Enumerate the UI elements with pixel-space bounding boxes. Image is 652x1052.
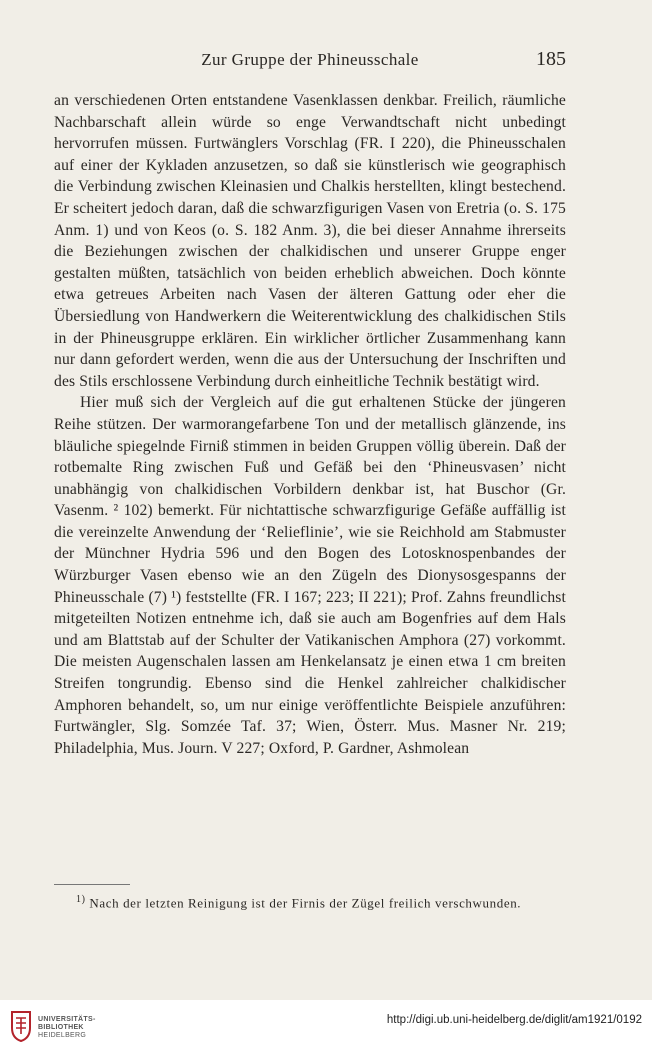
library-logo-icon [8,1010,34,1042]
running-head [54,48,566,72]
footnote-marker: 1) [76,894,86,905]
footnote-text: Nach der letzten Reinigung ist der Firnis der Zügel freilich verschwunden. [89,895,522,911]
body-text [54,90,566,759]
logo-line: BIBLIOTHEK [38,1024,84,1031]
paragraph: an verschiedenen Orten entstandene Vasenklassen denkbar. Freilich, räumliche Nachbarschaft allein würde so enge Verwandtschaft nicht unbedingt hervorrufen müssen. Furtwänglers Vorschlag (FR. I 220), die Phineusschalen auf einer der Kykladen anzusetzen, so daß sie künstlerisch wie geographisch die Verbindung zwischen Kleinasien und Chalkis herstellten, klingt bestechend. Er scheitert jedoch daran, daß die schwarzfigurigen Vasen von Eretria (o. S. 175 Anm. 1) und von Keos (o. S. 182 Anm. 3), die bei dieser Annahme ihrerseits die Beziehungen zwischen der chalkidischen und unserer Gruppe enger gestalten müßten, tatsächlich von beiden erheblich abweichen. Doch könnte etwa getreues Arbeiten nach Vasen der älteren Gattung oder eher die Übersiedlung von Handwerkern die Weiterentwicklung des chalkidischen Stils in der Phineusgruppe erklären. Ein wirklicher örtlicher Zusammenhang kann nur dann gefordert werden, wenn die aus der Untersuchung der Inschriften und des Stils erschlossene Verbindung durch einheitliche Technik bestätigt wird. [54,92,566,390]
library-name [38,1016,96,1040]
logo-line: UNIVERSITÄTS- [38,1016,96,1023]
source-url-link[interactable]: http://digi.ub.uni-heidelberg.de/diglit/am1921/0192 [386,1014,642,1026]
paragraph: Hier muß sich der Vergleich auf die gut erhaltenen Stücke der jüngeren Reihe stützen. Der warmorangefarbene Ton und der metallisch glänzende, ins bläuliche spiegelnde Firniß stimmen in beiden Gruppen völlig überein. Daß der rotbemalte Ring zwischen Fuß und Gefäß bei den ‘Phineusvasen’ nicht unabhängig von chalkidischen Vorbildern denkbar ist, hat Buschor (Gr. Vasenm. ² 102) bemerkt. Für nichtattische schwarzfigurige Gefäße auffällig ist die vereinzelte Anwendung der ‘Relieflinie’, wie sie Reichhold am Stabmuster der Münchner Hydria 596 und den Bogen des Lotosknospenbandes der Würzburger Vasen ebenso wie an den Zügeln des Dionysosgespanns der Phineusschale (7) ¹) feststellte (FR. I 167; 223; II 221); Prof. Zahns freundlichst mitgeteilten Notizen entnehme ich, daß sie auch am Bogenfries auf dem Hals und am Blattstab auf der Schulter der Vatikanischen Amphora (27) vorkommt. Die meisten Augenschalen lassen am Henkelansatz je einen etwa 1 cm breiten Streifen tongrundig. Ebenso sind die Henkel zahlreicher chalkidischer Amphoren behandelt, so, um nur einige veröffentlichte Beispiele anzuführen: Furtwängler, Slg. Somzée Taf. 37; Wien, Österr. Mus. Masner Nr. 219; Philadelphia, Mus. Journ. V 227; Oxford, P. Gardner, Ashmolean [54,394,566,757]
footnote [54,890,566,912]
logo-line: HEIDELBERG [38,1032,87,1039]
running-title: Zur Gruppe der Phineusschale [201,50,419,69]
footer-bar [0,1000,652,1052]
page-number: 185 [536,48,566,70]
footnote-rule [54,884,130,885]
